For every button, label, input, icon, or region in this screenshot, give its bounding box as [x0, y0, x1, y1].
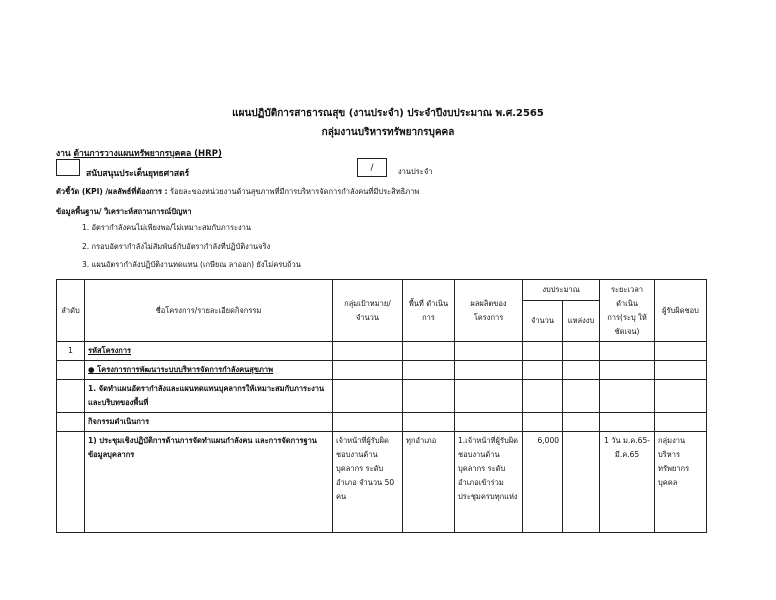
header-area: พื้นที่ ดำเนินการ	[403, 280, 455, 342]
baseline-heading: ข้อมูลพื้นฐาน/ วิเคราะห์สถานการณ์ปัญหา	[56, 207, 192, 216]
row-program-code: รหัสโครงการ	[85, 342, 333, 361]
row-activity: 1) ประชุมเชิงปฏิบัติการด้านการจัดทำแผนกำลังคน และการจัดการฐานข้อมูลบุคลากร	[85, 432, 333, 533]
strategy-checkbox[interactable]	[56, 159, 80, 176]
baseline-item: 1. อัตรากำลังคนไม่เพียงพอ/ไม่เหมาะสมกับภาระงาน	[82, 223, 252, 232]
row-source	[563, 432, 600, 533]
kpi-line	[56, 186, 419, 198]
header-amount: จำนวน	[523, 301, 563, 342]
row-objective: 1. จัดทำแผนอัตรากำลังและแผนทดแทนบุคลากรให้เหมาะสมกับภาระงาน และบริบทของพื้นที่	[85, 380, 333, 413]
table-row	[57, 361, 707, 380]
baseline-item: 3. แผนอัตรากำลังปฏิบัติงานทดแทน (เกษียณ ลาออก) ยังไม่ครบถ้วน	[82, 260, 301, 269]
baseline-item: 2. กรอบอัตรากำลังไม่สัมพันธ์กับอัตรากำลังที่ปฏิบัติงานจริง	[82, 242, 271, 251]
row-amount: 6,000	[523, 432, 563, 533]
header-project: ชื่อโครงการ/รายละเอียดกิจกรรม	[85, 280, 333, 342]
table-row	[57, 342, 707, 361]
header-no: ลำดับ	[57, 280, 85, 342]
kpi-label: ตัวชี้วัด (KPI) /ผลลัพธ์ที่ต้องการ :	[56, 187, 168, 196]
row-responsible: กลุ่มงานบริหารทรัพยากรบุคคล	[655, 432, 707, 533]
routine-checkbox[interactable]	[357, 158, 387, 177]
kpi-text: ร้อยละของหน่วยงานด้านสุขภาพที่มีการบริหารจัดการกำลังคนที่มีประสิทธิภาพ	[170, 187, 420, 196]
work-line	[56, 146, 222, 160]
project-table	[56, 279, 707, 533]
strategy-label: สนับสนุนประเด็นยุทธศาสตร์	[86, 169, 190, 179]
header-duration: ระยะเวลา ดำเนินการ(ระบุ ให้ชัดเจน)	[600, 280, 655, 342]
row-project: ● โครงการการพัฒนาระบบบริหารจัดการกำลังคนสุขภาพ	[85, 361, 333, 380]
work-name: ด้านการวางแผนทรัพยากรบุคคล (HRP)	[73, 149, 222, 159]
table-row	[57, 413, 707, 432]
header-output: ผลผลิตของโครงการ	[455, 280, 523, 342]
table-row	[57, 380, 707, 413]
work-label: งาน	[56, 149, 71, 159]
page-title: แผนปฏิบัติการสาธารณสุข (งานประจำ) ประจำปีงบประมาณ พ.ศ.2565	[232, 108, 544, 119]
header-target: กลุ่มเป้าหมาย/ จำนวน	[333, 280, 403, 342]
page-subtitle: กลุ่มงานบริหารทรัพยากรบุคคล	[321, 127, 455, 138]
row-target: เจ้าหน้าที่ผู้รับผิดชอบงานด้านบุคลากร ระดับอำเภอ จำนวน 50 คน	[333, 432, 403, 533]
header-budget: งบประมาณ	[523, 280, 600, 301]
routine-label: งานประจำ	[398, 167, 433, 176]
header-source: แหล่งงบ	[563, 301, 600, 342]
row-output: 1.เจ้าหน้าที่ผู้รับผิดชอบงานด้านบุคลากร ระดับอำเภอเข้าร่วมประชุมครบทุกแห่ง	[455, 432, 523, 533]
routine-check-mark: /	[370, 162, 374, 173]
row-area: ทุกอำเภอ	[403, 432, 455, 533]
row-no: 1	[57, 342, 85, 361]
table-header-row	[57, 280, 707, 301]
row-activities-label: กิจกรรมดำเนินการ	[85, 413, 333, 432]
header-responsible: ผู้รับผิดชอบ	[655, 280, 707, 342]
table-row	[57, 432, 707, 533]
row-duration: 1 วัน ม.ค.65- มี.ค.65	[600, 432, 655, 533]
